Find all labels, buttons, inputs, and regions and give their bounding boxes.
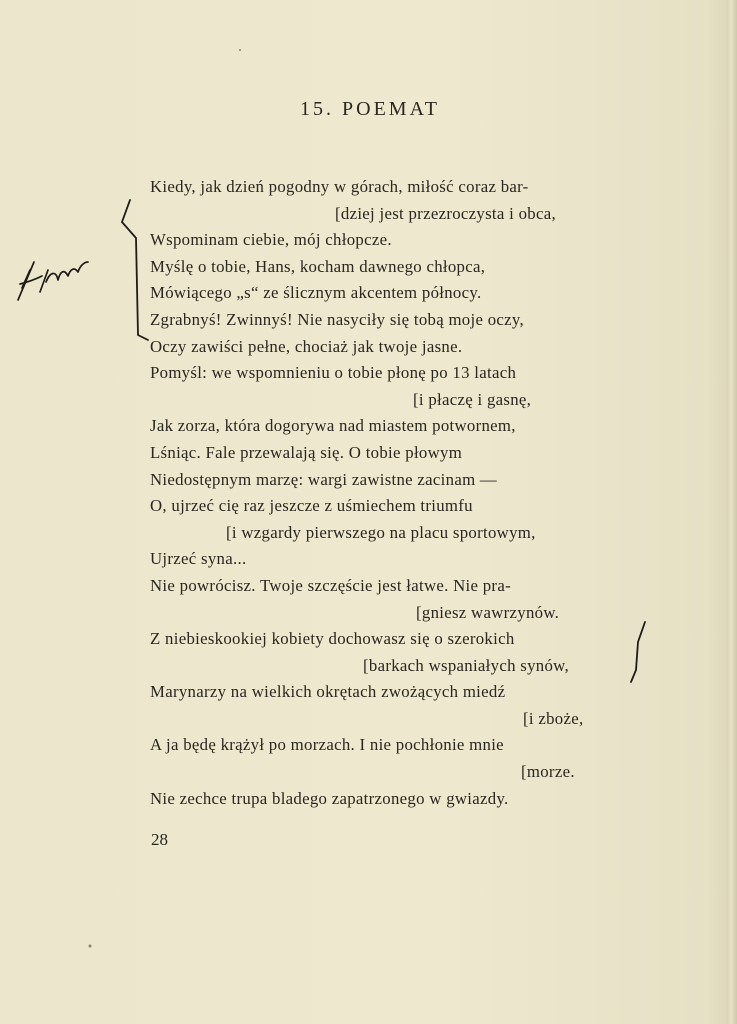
paper-speck [239, 49, 241, 51]
poem-line: [morze. [521, 762, 575, 782]
poem-line: [gniesz wawrzynów. [416, 602, 560, 622]
poem-line: [barkach wspaniałych synów, [363, 655, 569, 675]
margin-bracket-left [122, 200, 148, 340]
poem-line: O, ujrzeć cię raz jeszcze z uśmiechem triumfu [150, 496, 473, 516]
page-edge [727, 0, 737, 1024]
poem-line: Nie powrócisz. Twoje szczęście jest łatwe. Nie pra- [150, 575, 511, 595]
poem-body [150, 174, 640, 812]
poem-line: Niedostępnym marzę: wargi zawistne zacinam — [150, 469, 497, 489]
poem-line: Pomyśl: we wspomnieniu o tobie płonę po 13 latach [150, 363, 517, 383]
poem-line: Mówiącego „s“ ze ślicznym akcentem północy. [150, 283, 482, 303]
poem-line: Wspominam ciebie, mój chłopcze. [150, 230, 392, 250]
poem-line: Nie zechce trupa bladego zapatrzonego w gwiazdy. [150, 788, 509, 808]
poem-title: 15. POEMAT [300, 98, 441, 120]
poem-line: Oczy zawiści pełne, chociaż jak twoje jasne. [150, 336, 463, 356]
poem-line: Lśniąc. Fale przewalają się. O tobie płowym [150, 442, 463, 462]
page-number: 28 [151, 830, 168, 849]
handwritten-signature-hans [18, 262, 88, 300]
poem-line: [i wzgardy pierwszego na placu sportowym, [226, 522, 536, 542]
poem-line: Z niebieskookiej kobiety dochowasz się o szerokich [150, 629, 515, 649]
poem-line: [i płaczę i gasnę, [413, 389, 532, 409]
poem-line: [dziej jest przezroczysta i obca, [335, 203, 556, 223]
poem-line: Kiedy, jak dzień pogodny w górach, miłość coraz bar- [150, 177, 529, 196]
paper-speck [89, 945, 92, 948]
poem-line: Ujrzeć syna... [150, 549, 247, 569]
poem-line: A ja będę krążył po morzach. I nie pochłonie mnie [150, 735, 504, 755]
poem-line: Myślę o tobie, Hans, kocham dawnego chłopca, [150, 256, 486, 276]
poem-line: Jak zorza, która dogorywa nad miastem potwornem, [150, 416, 516, 436]
poem-line: [i zboże, [523, 708, 584, 728]
poem-line: Zgrabnyś! Zwinnyś! Nie nasyciły się tobą moje oczy, [150, 309, 524, 329]
poem-line: Marynarzy na wielkich okrętach zwożących miedź [150, 682, 506, 702]
